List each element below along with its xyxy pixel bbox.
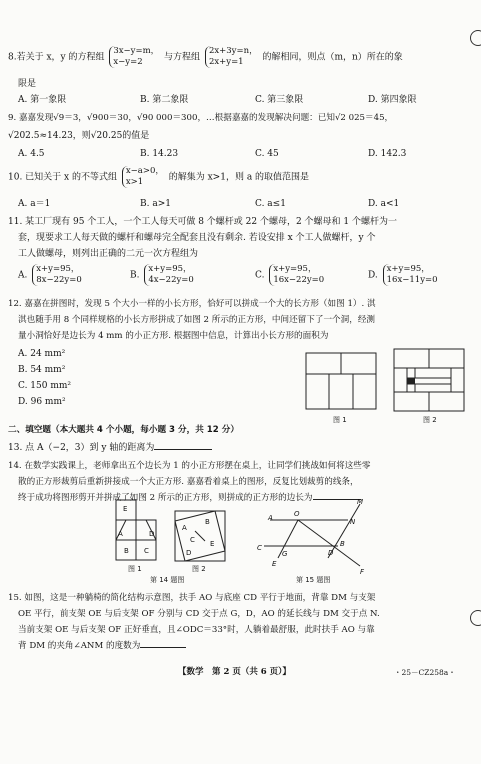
q15-label-f: F [360,568,365,576]
q14-fig2-label-b: B [205,518,210,526]
q8-sys2-eq1: 2x+3y=n， [208,46,258,56]
q15-label-b: B [340,540,345,548]
q13-answer-blank[interactable] [154,449,212,450]
q8-stem-c: 的解相同，则点（m，n）所在的象 [262,52,403,63]
q8-sys2-eq2: 2x+y=1 [208,57,244,67]
q14-fig2-label-d: D [186,549,192,557]
q10-stem-a: 10. 已知关于 x 的不等式组 [8,172,117,183]
q14-fig2-label-c: C [190,536,195,544]
q8-stem [8,46,403,68]
q11-b-eq2: 4x−22y=0 [148,275,194,285]
q12-figure-2 [393,348,465,412]
q12-line1: 12. 嘉嘉在拼图时，发现 5 个大小一样的小长方形，恰好可以拼成一个大的长方形（如图 1）. 淇 [8,299,376,309]
q8-option-d: D. 第四象限 [368,95,417,105]
q15-line3: 当前支架 OE 与后支架 OF 正好垂直，且∠ODC＝33°时，人躺着最舒服，此时扶手 AO 与靠 [18,625,375,635]
q11-line3: 工人做螺母，则列出正确的二元一次方程组为 [18,249,199,259]
footer-code: ・25－CZ258a・ [394,668,456,677]
q14-fig1-label-c: C [144,547,149,555]
q15-label-g: G [282,550,288,558]
q15-label-m: M [357,498,364,506]
section2-title: 二、填空题（本大题共 4 个小题，每小题 3 分，共 12 分） [8,425,239,435]
q11-a-eq2: 8x−22y=0 [36,275,82,285]
q14-fig2-label-a: A [182,524,187,532]
q15-line4-text: 背 DM 的夹角∠ANM 的度数为 [18,641,141,651]
q12-option-a: A. 24 mm² [18,349,66,359]
q10-option-b: B. a>1 [140,199,171,209]
q9-option-d: D. 142.3 [368,149,407,159]
q11-line2: 套，现要求工人每天做的螺杆和螺母完全配套且没有剩余. 若设安排 x 个工人做螺杆，y 个 [18,233,376,243]
q8-option-b: B. 第二象限 [140,95,189,105]
q11-option-d-label: D. [368,270,378,281]
q14-figure-caption: 第 14 题图 [150,576,185,584]
q14-fig2-label-e: E [210,540,215,548]
q8-stem-d: 限是 [18,79,37,89]
q15-label-o: O [294,510,300,518]
q11-a-eq1: x+y=95， [36,264,80,274]
q11-option-b-label: B. [130,270,140,281]
binding-hole-icon [470,30,481,46]
q14-figure-1 [112,498,168,566]
q11-option-b [130,264,196,286]
q11-line1: 11. 某工厂现有 95 个工人，一个工人每天可做 8 个螺杆或 22 个螺母，2 个螺母和 1 个螺杆为一 [8,217,398,227]
q13 [8,442,212,455]
q15-label-a: A [268,514,273,522]
q8-option-c: C. 第三象限 [255,95,304,105]
q12-fig1-caption: 图 1 [333,416,347,424]
q11-option-a-label: A. [18,270,28,281]
q11-option-d [368,264,440,286]
q10-sys-eq1: x−a>0， [125,166,164,176]
q10-sys-eq2: x>1 [125,177,144,187]
q11-option-a-system [32,264,81,286]
q12-option-b: B. 54 mm² [18,365,66,375]
q11-option-a [18,264,84,286]
q10-option-d: D. a<1 [368,199,400,209]
q8-stem-a: 8.若关于 x，y 的方程组 [8,52,105,63]
q10-option-c: C. a≤1 [255,199,286,209]
q8-system-2 [205,46,258,68]
q11-option-c-label: C. [255,270,265,281]
q15-label-d: D [328,549,334,557]
q14-figure-2 [172,508,228,564]
q14-line3-text: 终于成功将图形剪开并拼成了如图 2 所示的正方形，则拼成的正方形的边长为 [18,493,313,503]
q15-line2: OE 平行，前支架 OE 与后支架 OF 分别与 CD 交于点 G，D，AO 的延长线与 DM 交于点 N. [18,609,380,619]
q9-line1: 9. 嘉嘉发现√9＝3，√900＝30，√90 000＝300，…根据嘉嘉的发现解决问题：已知√2 025＝45， [8,113,394,123]
q12-option-c: C. 150 mm² [18,381,72,391]
q10-stem-b: 的解集为 x>1，则 a 的取值范围是 [168,172,310,183]
q11-d-eq1: x+y=95， [386,264,430,274]
q11-c-eq1: x+y=95， [273,264,317,274]
q10-system [122,166,164,188]
q11-b-eq1: x+y=95， [148,264,192,274]
q11-c-eq2: 16x−22y=0 [273,275,325,285]
q12-line3: 量小洞恰好是边长为 4 mm 的小正方形. 根据图中信息，计算出小长方形的面积为 [18,331,329,341]
q11-d-eq2: 16x−11y=0 [386,275,438,285]
q14-line1: 14. 在数学实践课上，老师拿出五个边长为 1 的小正方形摆在桌上，让同学们挑战如何将这些零 [8,461,371,471]
q14-fig1-label-d: D [149,530,155,538]
q11-option-c [255,264,326,286]
q12-line2: 淇也随手用 8 个同样规格的小长方形拼成了如图 2 所示的正方形，中间还留下了一个洞，经测 [18,315,376,325]
q15-label-e: E [272,560,277,568]
q8-option-a: A. 第一象限 [18,95,67,105]
q14-fig1-label-e: E [123,505,128,513]
q15-line1: 15. 如图，这是一种躺椅的简化结构示意图，扶手 AO 与底座 CD 平行于地面，背靠 DM 与支架 [8,593,376,603]
q12-fig2-caption: 图 2 [423,416,437,424]
q15-label-c: C [257,544,262,552]
q13-text: 13. 点 A（−2，3）到 y 轴的距离为 [8,443,155,453]
q9-option-b: B. 14.23 [140,149,179,159]
q11-option-c-system [269,264,324,286]
q8-sys1-eq2: x−y=2 [113,57,143,67]
q8-system-1 [109,46,159,68]
q15-figure-caption: 第 15 题图 [296,576,331,584]
q12-option-d: D. 96 mm² [18,397,66,407]
q15-line4 [18,640,186,653]
q9-option-c: C. 45 [255,149,279,159]
binding-hole-icon [470,610,481,626]
q15-figure [254,498,374,576]
q9-option-a: A. 4.5 [18,149,45,159]
q15-label-n: N [350,518,356,526]
q10-stem [8,166,309,188]
q8-sys1-eq1: 3x−y=m， [113,46,160,56]
q14-fig1-label-a: A [118,530,123,538]
q12-figure-1 [305,352,377,410]
q15-answer-blank[interactable] [140,647,186,648]
q8-stem-b: 与方程组 [164,52,201,63]
q14-line2: 散的正方形裁剪后重新拼接成一个大正方形. 嘉嘉看着桌上的图形，反复比划裁剪的线条， [18,477,359,487]
footer-page-info: 【数学 第 2 页（共 6 页）】 [178,667,291,677]
q9-line2: √202.5≈14.23，则√20.25的值是 [8,131,150,141]
q11-option-d-system [383,264,438,286]
q14-fig1-label-b: B [124,547,129,555]
q11-option-b-system [144,264,193,286]
q14-fig2-caption: 图 2 [192,565,206,573]
q14-fig1-caption: 图 1 [128,565,142,573]
q10-option-a: A. a＝1 [18,199,51,209]
